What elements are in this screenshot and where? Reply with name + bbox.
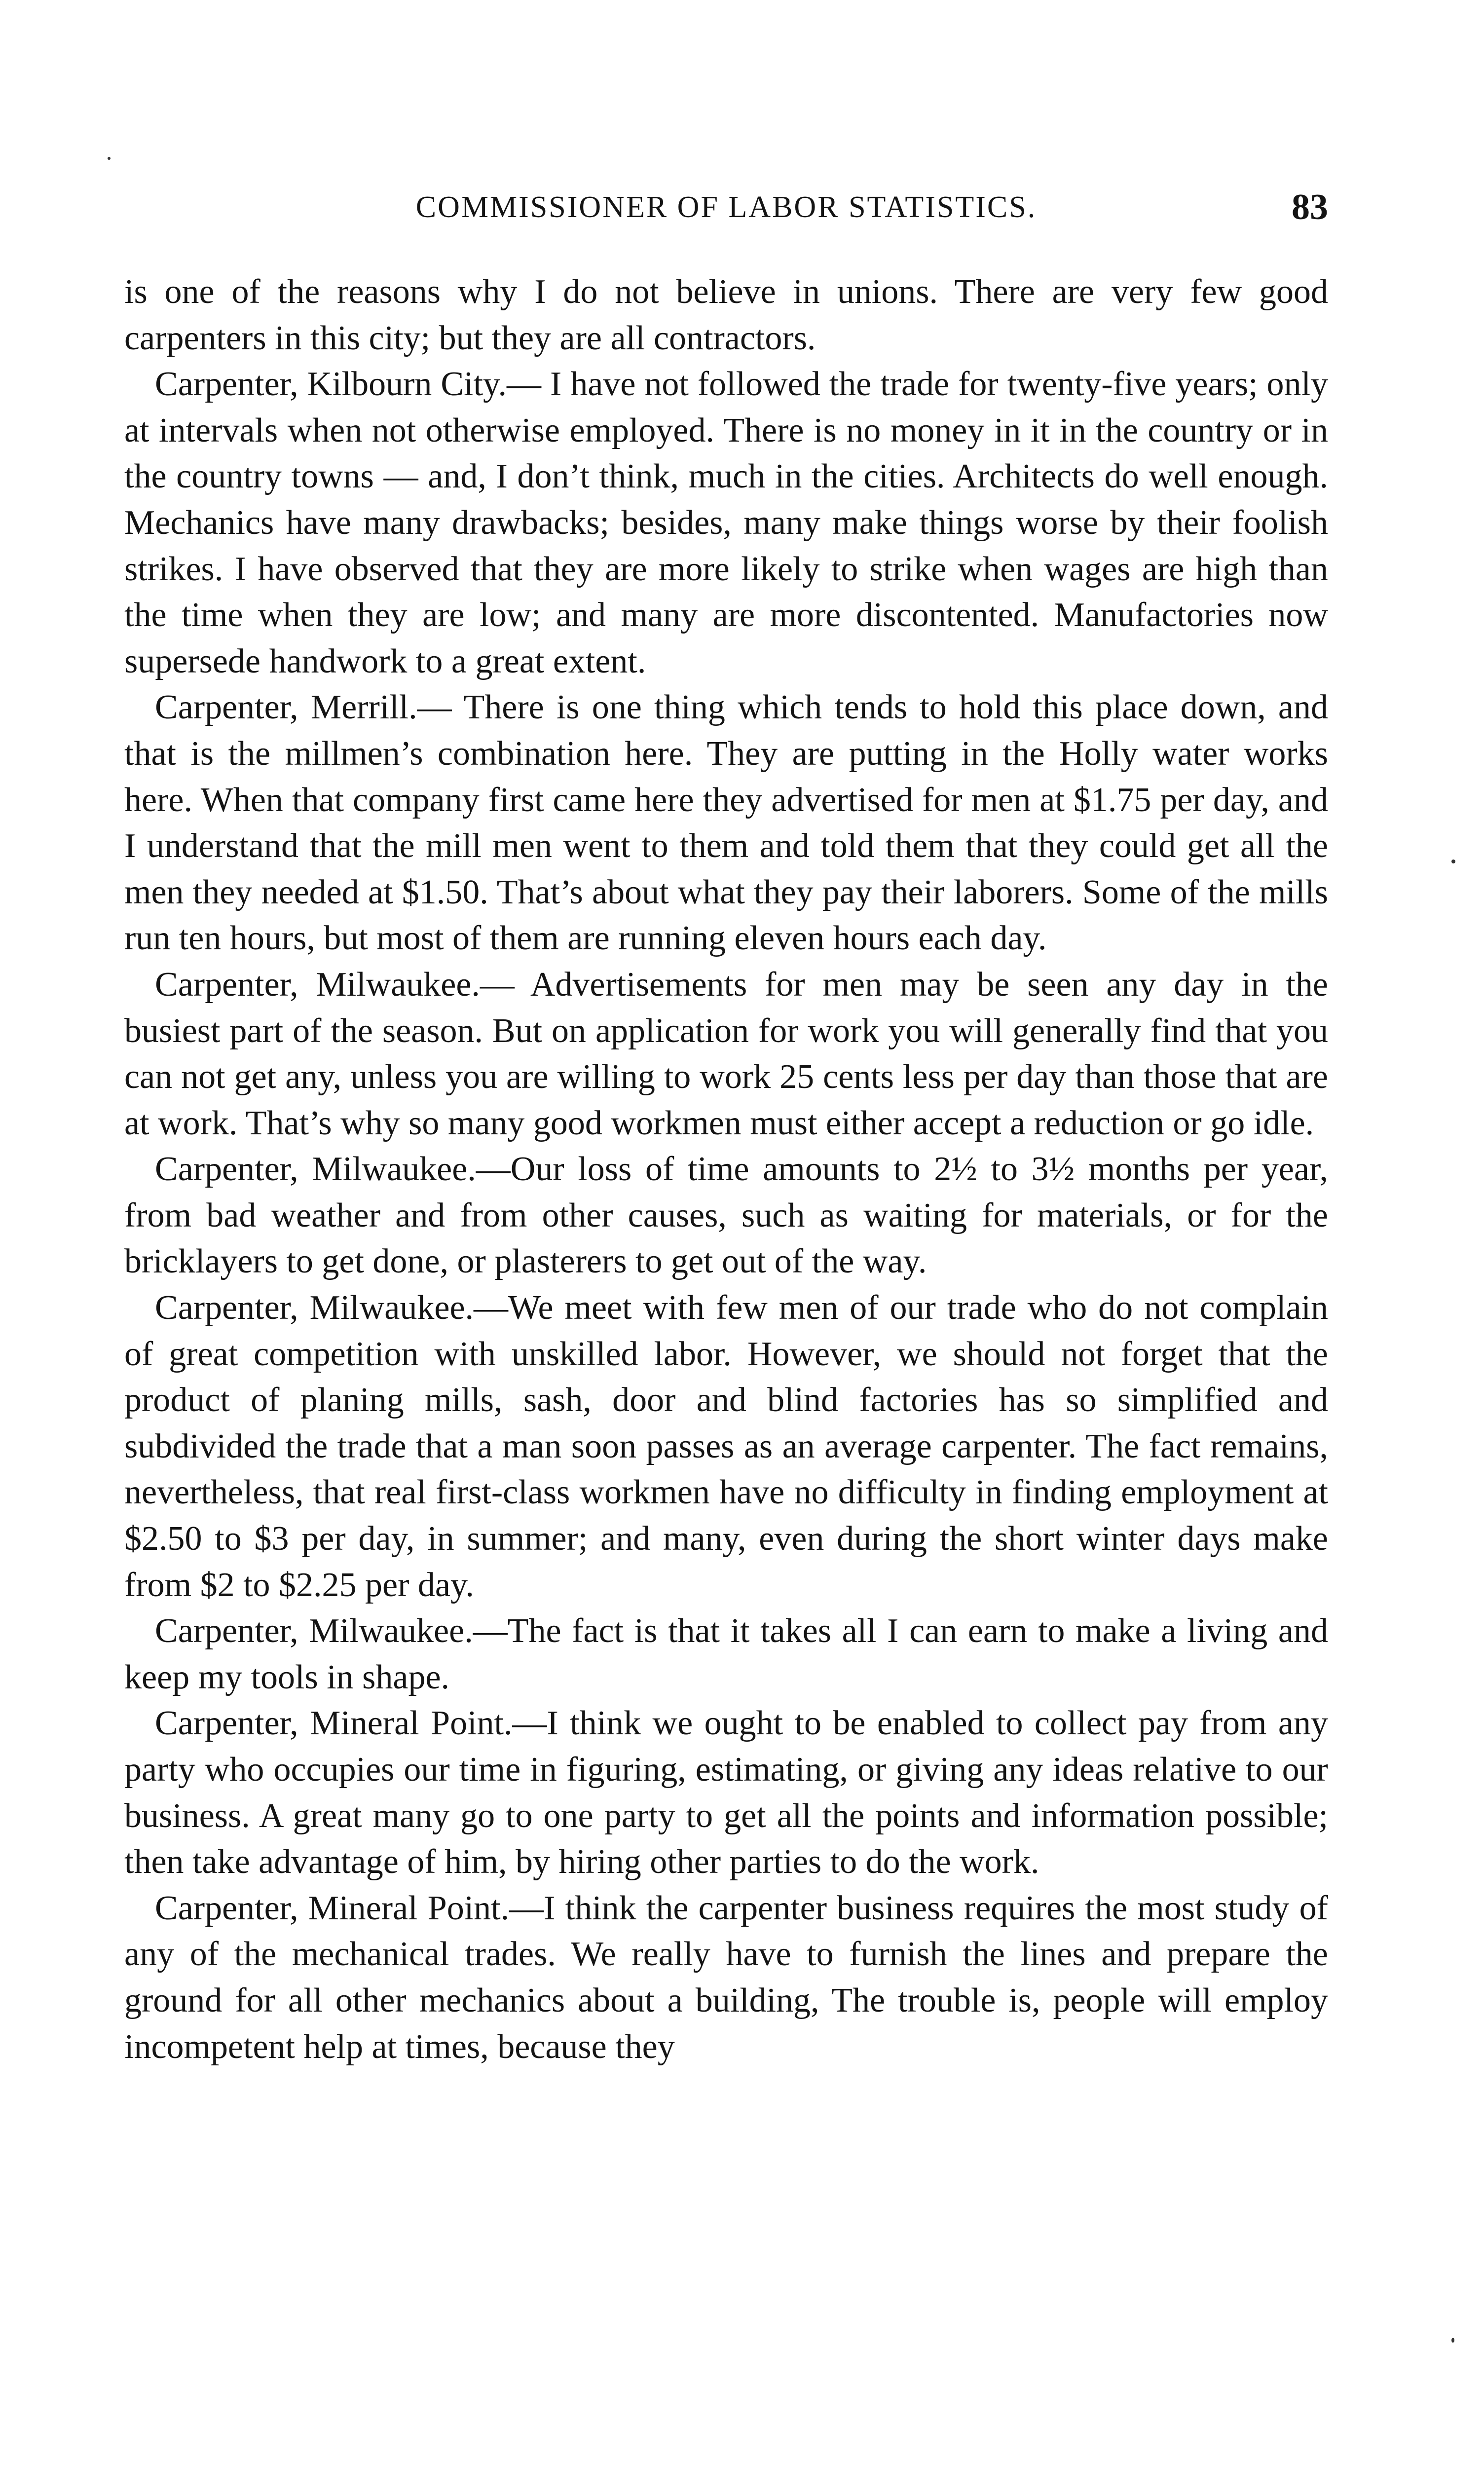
paragraph-mineral-point-pay: Carpenter, Mineral Point.—I think we ought to be enabled to collect pay from any party who occupies our time in figuring, estimating, or giving any ideas relative to our business. A great many go to one party to get all the points and information possible; then take advantage of him, by hiring other parties to do the work.: [124, 1704, 1328, 1881]
paragraph-milwaukee-living: Carpenter, Milwaukee.—The fact is that it takes all I can earn to make a living and keep my tools in shape.: [124, 1612, 1328, 1696]
print-speck: [1451, 2338, 1454, 2343]
paragraph-milwaukee-competition: Carpenter, Milwaukee.—We meet with few men of our trade who do not complain of great competition with unskilled labor. However, we should not forget that the product of planing mills, sash, door and blind factories has so simplified and subdivided the trade that a man soon passes as an average carpenter. The fact remains, nevertheless, that real first-class workmen have no difficulty in finding employment at $2.50 to $3 per day, in summer; and many, even during the short winter days make from $2 to $2.25 per day.: [124, 1289, 1328, 1604]
paragraph-milwaukee-loss-of-time: Carpenter, Milwaukee.—Our loss of time amounts to 2½ to 3½ months per year, from bad weather and from other causes, such as waiting for materials, or for the bricklayers to get done, or plasterers to get out of the way.: [124, 1150, 1328, 1281]
paragraph-kilbourn-city: Carpenter, Kilbourn City.— I have not followed the trade for twenty-five years; only at intervals when not otherwise employed. There is no money in it in the country or in the country towns — and, I don’t think, much in the cities. Architects do well enough. Mechanics have many drawbacks; besides, many make things worse by their foolish strikes. I have observed that they are more likely to strike when wages are high than the time when they are low; and many are more discontented. Manufactories now supersede handwork to a great extent.: [124, 365, 1328, 680]
paragraph-milwaukee-advertisements: Carpenter, Milwaukee.— Advertisements for men may be seen any day in the busiest part of the season. But on application for work you will generally find that you can not get any, unless you are willing to work 25 cents less per day than those that are at work. That’s why so many good workmen must either accept a reduction or go idle.: [124, 965, 1328, 1142]
page-number: 83: [1292, 187, 1328, 227]
body-text: [124, 269, 1328, 2070]
running-title: COMMISSIONER OF LABOR STATISTICS.: [415, 190, 1037, 224]
paragraph-continued: is one of the reasons why I do not believe in unions. There are very few good carpenters in this city; but they are all contractors.: [124, 273, 1328, 357]
paragraph-mineral-point-study: Carpenter, Mineral Point.—I think the carpenter business requires the most study of any of the mechanical trades. We really have to furnish the lines and prepare the ground for all other mechanics about a building, The trouble is, people will employ incompetent help at times, because they: [124, 1889, 1328, 2066]
print-speck: [108, 157, 111, 160]
paragraph-merrill: Carpenter, Merrill.— There is one thing which tends to hold this place down, and that is the millmen’s combination here. They are putting in the Holly water works here. When that company first came here they advertised for men at $1.75 per day, and I understand that the mill men went to them and told them that they could get all the men they needed at $1.50. That’s about what they pay their laborers. Some of the mills run ten hours, but most of them are running eleven hours each day.: [124, 688, 1328, 958]
print-speck: [1451, 860, 1455, 863]
page-header: [124, 183, 1328, 232]
